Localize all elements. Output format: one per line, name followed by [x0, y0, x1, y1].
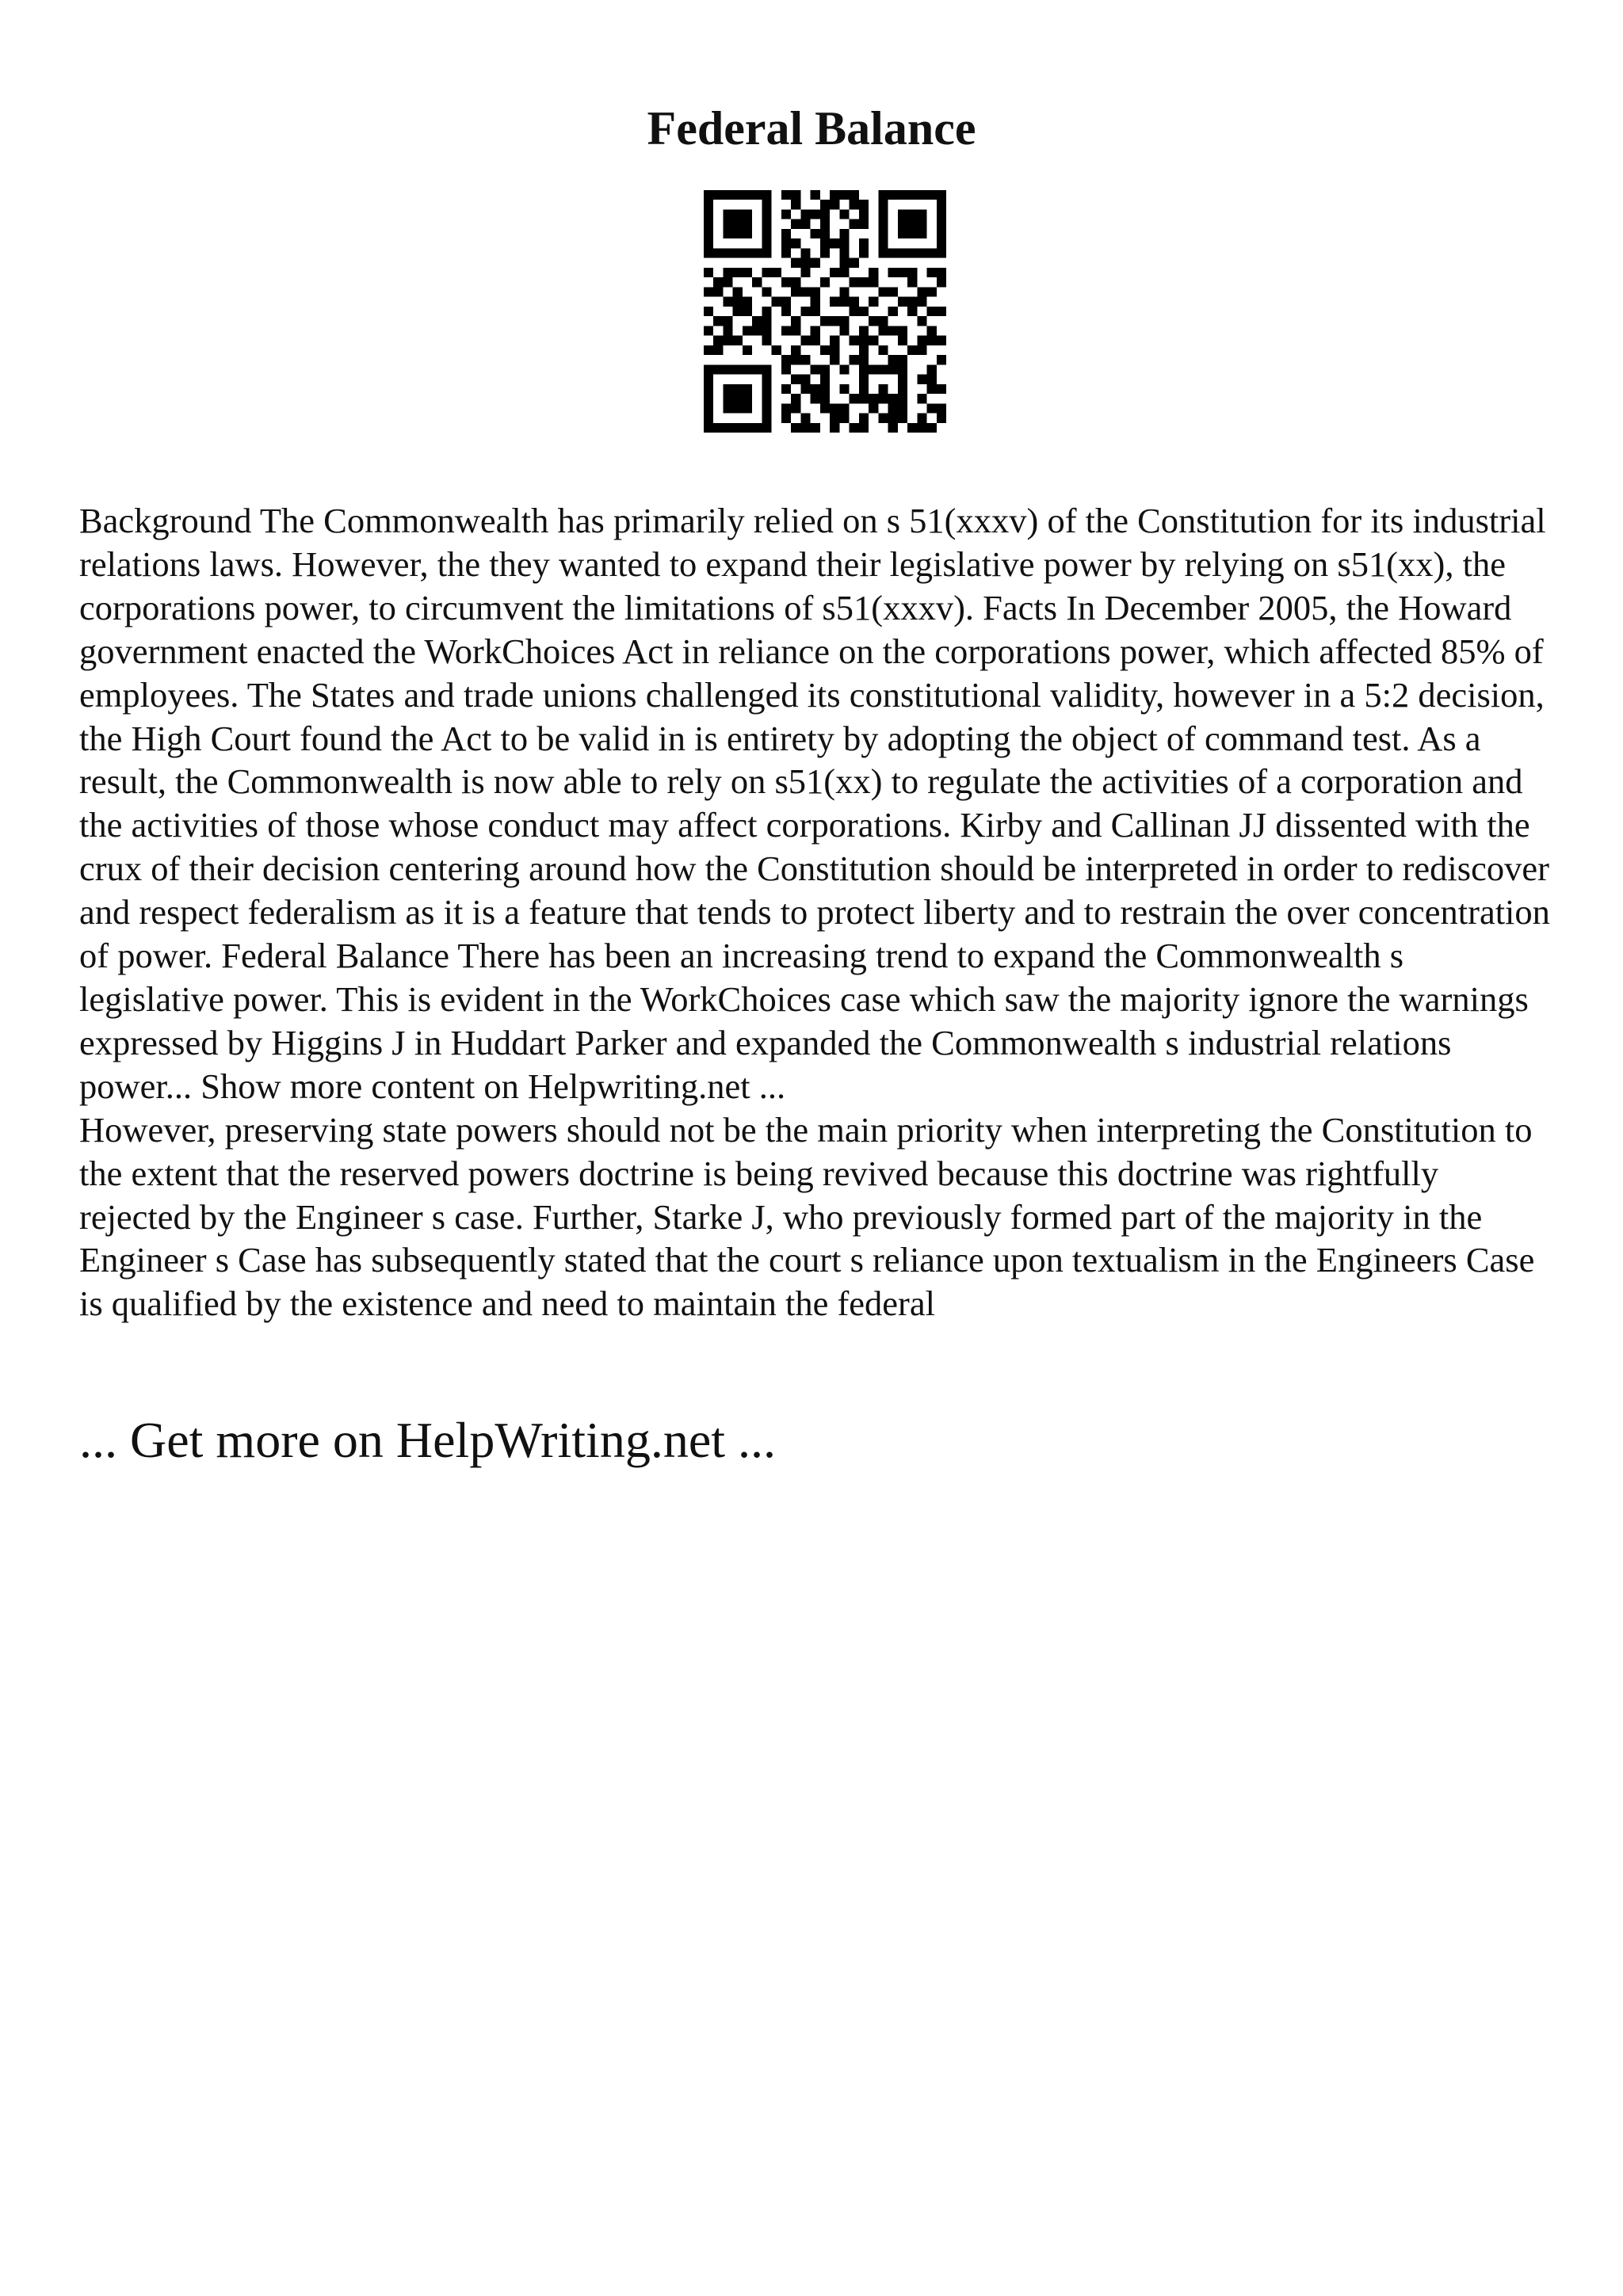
body-paragraph: However, preserving state powers should not be the main priority when interpreting the Constitution to the extent that the reserved powers doctrine is being revived because this doctrine was rightfully rejected by the Engineer s case. Further, Starke J, who previously formed part of the majority in the Engineer s Case has subsequently stated that the court s reliance upon textualism in the Engineers Case is qualified by the existence and need to maintain the federal: [79, 1109, 1535, 1324]
article-body: [79, 499, 1553, 1325]
get-more-link[interactable]: ... Get more on HelpWriting.net ...: [79, 1412, 776, 1468]
body-paragraph: Background The Commonwealth has primarily relied on s 51(xxxv) of the Constitution for its industrial relations laws. However, the they wanted to expand their legislative power by relying on s51(xx), the corporations power, to circumvent the limitations of s51(xxxv). Facts In December 2005, the Howard government enacted the WorkChoices Act in reliance on the corporations power, which affected 85% of employees. The States and trade unions challenged its constitutional validity, however in a 5:2 decision, the High Court found the Act to be valid in is entirety by adopting the object of command test. As a result, the Commonwealth is now able to rely on s51(xx) to regulate the activities of a corporation and the activities of those whose conduct may affect corporations. Kirby and Callinan JJ dissented with the crux of their decision centering around how the Constitution should be interpreted in order to rediscover and respect federalism as it is a feature that tends to protect liberty and to restrain the over concentration of power. Federal Balance There has been an increasing trend to expand the Commonwealth s legislative power. This is evident in the WorkChoices case which saw the majority ignore the warnings expressed by Higgins J in Huddart Parker and expanded the Commonwealth s industrial relations power... Show more content on Helpwriting.net ...: [79, 501, 1550, 1106]
document-title: Federal Balance: [647, 102, 976, 154]
qr-code-icon[interactable]: [704, 190, 946, 433]
